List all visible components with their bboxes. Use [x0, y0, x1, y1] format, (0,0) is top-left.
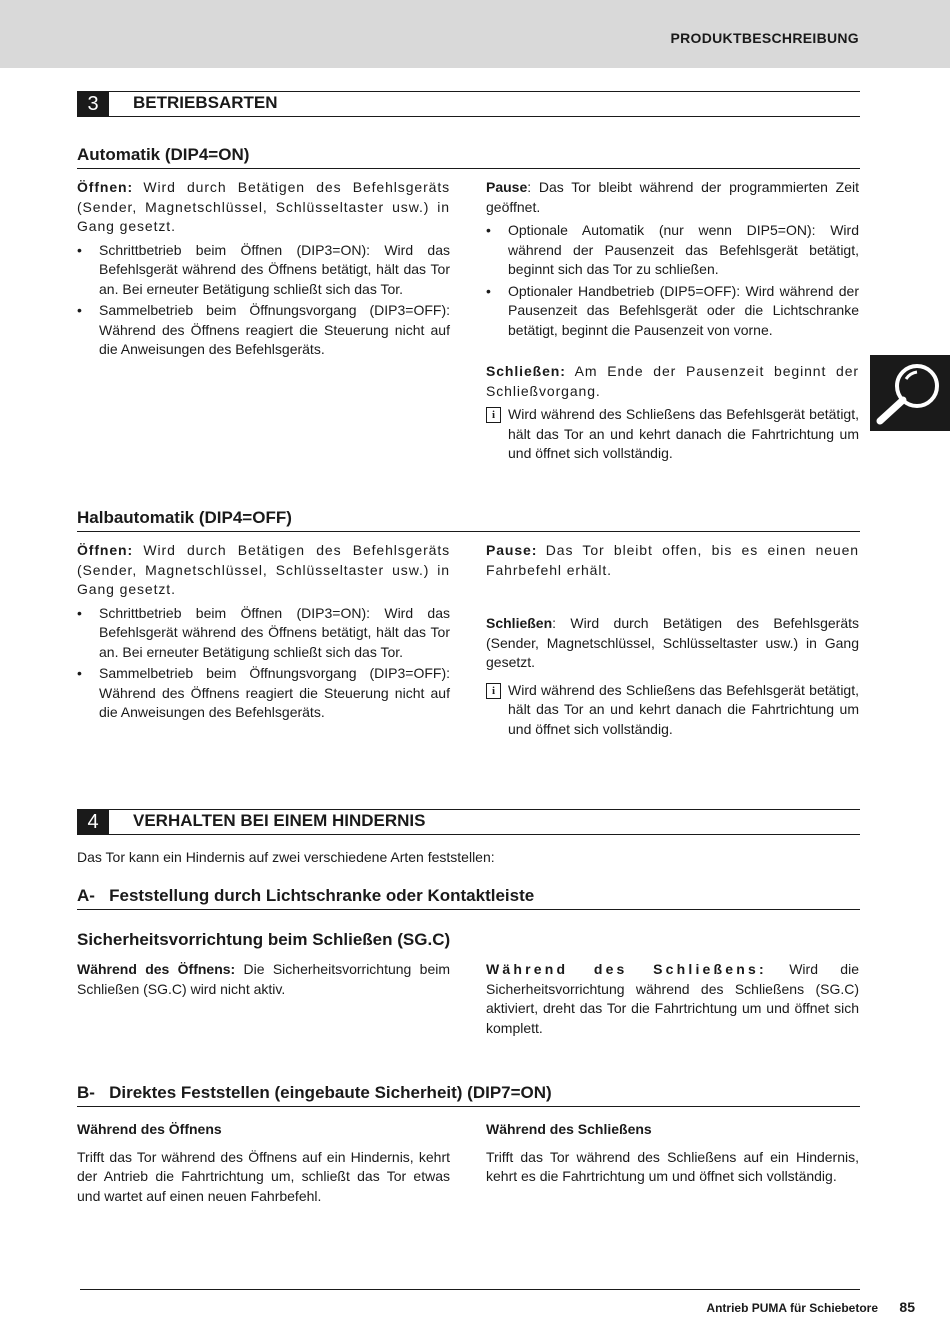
bullet-glyph: •	[77, 665, 82, 681]
bullet-list	[486, 221, 859, 340]
section-3-header	[77, 91, 860, 117]
close-text: : Wird durch Betätigen des Befehlsgeräts (Sender, Magnetschlüssel, Schlüsseltaster usw.) in Gang gesetzt.	[486, 615, 859, 670]
part-b-right-column	[486, 1120, 859, 1187]
bullet-glyph: •	[486, 282, 491, 299]
opening-text: Die Sicherheitsvorrichtung beim Schließen (SG.C) wird nicht aktiv.	[77, 961, 450, 997]
bullet-list	[77, 241, 450, 360]
pause-text: : Das Tor bleibt während der programmierten Zeit geöffnet.	[486, 179, 859, 215]
list-item	[486, 282, 859, 341]
item-label: Sammelbetrieb beim Öffnungsvorgang (DIP3=OFF)	[99, 665, 447, 681]
halbautomatik-right-column	[486, 541, 859, 739]
closing-text: Wird die Sicherheitsvorrichtung während des Schließens (SG.C) aktiviert, dreht das Tor die Fahrtrichtung um und öffnet sich komplett.	[486, 961, 859, 1036]
bullet-glyph: •	[77, 604, 82, 621]
list-item	[77, 241, 450, 300]
closing-text: Trifft das Tor während des Schließens auf ein Hindernis, kehrt es die Fahrtrichtung um und öffnet sich vollständig.	[486, 1148, 859, 1184]
bullet-glyph: •	[77, 302, 82, 318]
part-a-right-column	[486, 960, 859, 1038]
close-label: Schließen:	[486, 363, 566, 379]
item-label: Sammelbetrieb beim Öffnungsvorgang (DIP3=OFF):	[99, 302, 450, 318]
open-text: Wird durch Betätigen des Befehlsgeräts (Sender, Magnetschlüssel, Schlüsseltaster usw.) in Gang gesetzt.	[77, 179, 451, 234]
bullet-glyph: •	[77, 241, 82, 258]
section-title: BETRIEBSARTEN	[133, 93, 278, 112]
info-note	[486, 405, 859, 464]
automatik-heading: Automatik (DIP4=ON)	[77, 145, 860, 169]
info-text: Wird während des Schließens das Befehlsgerät betätigt, hält das Tor an und kehrt danach die Fahrtrichtung um und öffnet sich vollständig.	[508, 681, 859, 737]
item-label: Optionaler Handbetrieb (DIP5=OFF):	[508, 282, 741, 299]
open-label: Öffnen:	[77, 179, 134, 195]
item-text: Während des Öffnens reagiert die Steuerung nicht auf die Anweisungen des Befehlsgeräts.	[99, 321, 450, 357]
section-number: 4	[77, 810, 109, 834]
item-text: Wird das Befehlsgerät während des Öffnens betätigt, hält das Tor an. Bei erneuter Betätigung schließt sich das Tor.	[99, 241, 450, 297]
footer-rule	[80, 1289, 860, 1290]
automatik-left-column	[77, 178, 450, 362]
halbautomatik-heading: Halbautomatik (DIP4=OFF)	[77, 508, 860, 532]
opening-label: Während des Öffnens	[77, 1121, 222, 1137]
list-item	[77, 604, 450, 663]
open-text: Wird durch Betätigen des Befehlsgeräts (Sender, Magnetschlüssel, Schlüsseltaster usw.) in Gang gesetzt.	[77, 542, 451, 597]
item-label: Optionale Automatik (nur wenn DIP5=ON):	[508, 222, 816, 238]
item-text: Wird während der Pausenzeit das Befehlsgerät betätigt, beginnt sich das Tor zu schließen.	[508, 222, 859, 277]
list-item	[486, 221, 859, 280]
bullet-list	[77, 604, 450, 723]
bullet-glyph: •	[486, 222, 491, 238]
part-a-subheading: Sicherheitsvorrichtung beim Schließen (SG.C)	[77, 930, 451, 949]
closing-label: Während des Schließens	[486, 1121, 652, 1137]
opening-text: Trifft das Tor während des Öffnens auf ein Hindernis, kehrt der Antrieb die Fahrtrichtung um, schließt das Tor etwas und wartet auf einen neuen Fahrbefehl.	[77, 1148, 450, 1204]
pause-label: Pause:	[486, 542, 538, 558]
info-note	[486, 681, 859, 740]
close-label: Schließen	[486, 615, 553, 631]
pause-text: Das Tor bleibt offen, bis es einen neuen Fahrbefehl erhält.	[486, 542, 859, 578]
part-a-left-column	[77, 960, 450, 999]
item-label: Schrittbetrieb beim Öffnen (DIP3=ON):	[99, 241, 371, 258]
page-number: 85	[899, 1299, 915, 1315]
section-title: VERHALTEN BEI EINEM HINDERNIS	[133, 811, 426, 830]
close-text: Am Ende der Pausenzeit beginnt der Schließvorgang.	[486, 363, 859, 399]
item-text: : Während des Öffnens reagiert die Steuerung nicht auf die Anweisungen des Befehlsgeräts.	[99, 665, 450, 720]
closing-label: Während des Schließens:	[486, 961, 767, 977]
open-label: Öffnen:	[77, 542, 134, 558]
pause-label: Pause	[486, 179, 528, 195]
info-text: Wird während des Schließens das Befehlsgerät betätigt, hält das Tor an und kehrt danach die Fahrtrichtung um und öffnet sich vollständig.	[508, 406, 859, 461]
footer-title: Antrieb PUMA für Schiebetore	[706, 1301, 878, 1315]
header-title: PRODUKTBESCHREIBUNG	[670, 30, 859, 46]
part-a-heading: A- Feststellung durch Lichtschranke oder Kontaktleiste	[77, 886, 860, 910]
section-number: 3	[77, 92, 109, 116]
part-b-heading: B- Direktes Feststellen (eingebaute Sicherheit) (DIP7=ON)	[77, 1083, 860, 1107]
section-4-header	[77, 809, 860, 835]
chapter-tab	[870, 355, 950, 431]
magnifier-icon	[870, 355, 950, 431]
item-text: Wird während der Pausenzeit das Befehlsgerät oder die Lichtschranke betätigt, beginnt die Pausenzeit von vorne.	[508, 282, 860, 338]
item-label: Schrittbetrieb beim Öffnen (DIP3=ON)	[99, 604, 367, 621]
list-item	[77, 664, 450, 723]
part-b-left-column	[77, 1120, 450, 1206]
list-item	[77, 301, 450, 360]
automatik-right-column	[486, 178, 859, 464]
opening-label: Während des Öffnens:	[77, 961, 236, 977]
halbautomatik-left-column	[77, 541, 450, 725]
info-icon: i	[486, 683, 501, 699]
item-text: : Wird das Befehlsgerät während des Öffnens betätigt, hält das Tor an. Bei erneuter Betätigung schließt sich das Tor.	[99, 604, 451, 660]
info-icon: i	[486, 407, 501, 423]
section-4-intro: Das Tor kann ein Hindernis auf zwei verschiedene Arten feststellen:	[77, 849, 495, 865]
